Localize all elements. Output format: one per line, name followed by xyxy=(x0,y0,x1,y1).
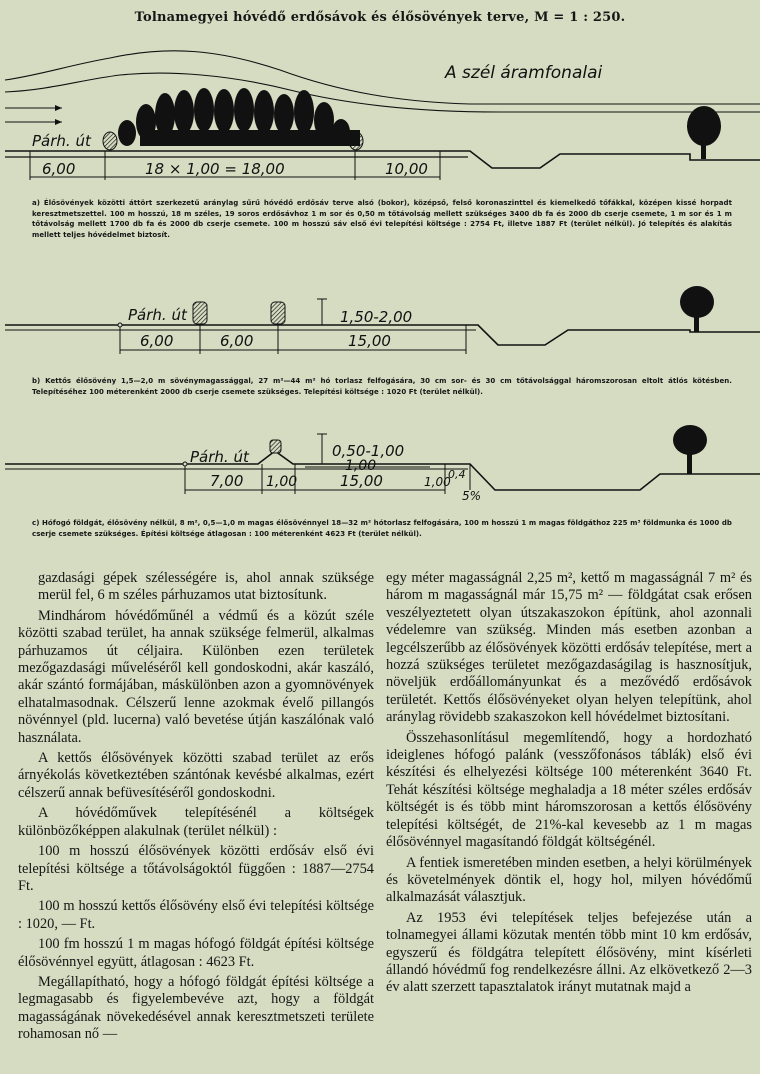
dim-c-ditch: 1,00 xyxy=(424,475,451,489)
wind-label: A szél áramfonalai xyxy=(445,63,603,83)
paragraph: 100 m hosszú élősövények közötti erdősáv első évi telepítési költsége a tőtávolságoktól függően : 1887—2754 Ft. xyxy=(18,843,374,894)
paragraph: Mindhárom hóvédőműnél a védmű és a közút széle közötti szabad terület, ha annak szüksége felmerül, alkalmas párhuzamos út céljaira. Különben ezen területek mezőgazdasági műveléséről kell gondoskodni, akár kaszáló, akár szántó formájában, máskülönben azon a gyomnövények elhatalmasodnak. Célszerű lenne azokmak évelő pillangós növénnyel (pld. lucerna) való bevetése útján kaszálónak való használata. xyxy=(18,607,374,746)
figure-b-diagram xyxy=(0,282,760,374)
paragraph: A fentiek ismeretében minden esetben, a helyi körülmények és követelmények döntik el, hogy hol, milyen hóvédőmű alkalmazását választjuk. xyxy=(386,854,752,906)
road-label-c: Párh. út xyxy=(190,448,249,466)
forest-belt xyxy=(103,88,721,159)
ditch-depth: 0,4 xyxy=(448,468,466,481)
height-c: 0,50-1,00 xyxy=(332,442,405,460)
hedge-b-2 xyxy=(271,302,285,324)
paragraph: A hóvédőművek telepítésénél a költségek különbözőképpen alakulnak (terület nélkül) : xyxy=(18,805,374,839)
paragraph: egy méter magasságnál 2,25 m², kettő m magasságnál 7 m² és három m magasságnál már 15,75 m² — földgátat csak erősen veszélyeztetett olyan útszakaszokon építünk, ahol azonnali védelemre van szükség. Minden más esetben azonban a legcélszerűbb az élősövények közötti erdősáv telepítése, mert a hozzá szükséges területet mezőgazdaságilag is hasznosítjuk, növeljük erdőállományunkat és a mezővédő erdősávok területét. Kettős élősövényeket olyan helyen telepítünk, ahol aránylag rövidebb szakaszokon kell hóvédelmet biztosítani. xyxy=(386,570,752,726)
ground-line-a xyxy=(5,151,760,168)
road-label-b: Párh. út xyxy=(128,306,187,324)
figure-b-caption: b) Kettős élősövény 1,5—2,0 m sövénymagassággal, 27 m²—44 m² hó torlasz felfogására, 30 cm sor- és 30 cm tőtávolsággal háromszorosan eltolt átlós kötésben. Telepítéséhez 100 méterenként 2000 db cserje csemete szükséges. Telepítési költsége : 1020 Ft (terület nélkül). xyxy=(32,377,732,396)
left-column xyxy=(18,570,374,1047)
paragraph: 100 m hosszú kettős élősövény első évi telepítési költsége : 1020, — Ft. xyxy=(18,898,374,932)
dim-a-2: 18 × 1,00 = 18,00 xyxy=(145,160,285,178)
slope-label: 5% xyxy=(462,489,482,503)
height-b: 1,50-2,00 xyxy=(340,308,413,326)
dim-a-3: 10,00 xyxy=(385,160,428,178)
road-label-a: Párh. út xyxy=(32,132,91,150)
paragraph: 100 fm hosszú 1 m magas hófogó földgát építési költsége élősövénnyel együtt, átlagosan : 4623 Ft. xyxy=(18,936,374,970)
dim-b-2: 6,00 xyxy=(220,332,254,350)
figure-a-caption: a) Élősövények közötti áttört szerkezetű aránylag sűrű hóvédő erdősáv terve alsó (bokor), középső, felső koronaszinttel és kiemelkedő tőfákkal, középen kissé horpadt keresztmetszettel. 100 m hosszú, 18 m széles, 19 soros erdősávhoz 1 m sor és 0,50 m tőtávolság mellett szükséges 3400 db fa és 2000 db cserje csemete, 1 m sor és 1 m tőtávolság mellett 1700 db fa és 2000 db cserje csemete. 100 m hosszú sáv első évi telepítési költsége : 2754 Ft, illetve 1887 Ft (terület nélkül). Jó telepítés és alakítás mellett teljes hóvédelmet biztosít. xyxy=(32,199,732,239)
paragraph: Megállapítható, hogy a hófogó földgát építési költsége a legmagasabb és figyelembevéve azt, hogy a földgát magasságának növekedésével annak keresztmetszeti területe rohamosan nő — xyxy=(18,973,374,1043)
figure-c-caption: c) Hófogó földgát, élősövény nélkül, 8 m², 0,5—1,0 m magas élősövénnyel 18—32 m² hótorlasz felfogására, 100 m hosszú 1 m magas földgáthoz 225 m³ földmunka és 1000 db cserje csemete szükséges. Építési költsége átlagosan : 100 méterenként 4623 Ft (terület nélkül). xyxy=(32,519,732,538)
dim-c-1: 7,00 xyxy=(210,472,244,490)
hedge-b-1 xyxy=(193,302,207,324)
right-column xyxy=(386,570,752,1000)
paragraph: gazdasági gépek szélességére is, ahol annak szüksége merül fel, 6 m széles párhuzamos utat biztosítunk. xyxy=(38,570,374,604)
dim-b-1: 6,00 xyxy=(140,332,174,350)
paragraph: Összehasonlításul megemlítendő, hogy a hordozható ideiglenes hófogó palánk (vesszőfonásos táblák) első évi készítési és elhelyezési költsége 100 méterenként 3640 Ft. Tehát készítési költsége meghaladja a 18 méter széles erdősáv költségét is és több mint háromszorosan a kettős élősövény telepítési költségét, de 21%-kal kevesebb az 1 m magas élősövénnyel magasítandó földgát költségénél. xyxy=(386,729,752,851)
dim-c-3: 15,00 xyxy=(340,472,383,490)
dim-b-3: 15,00 xyxy=(348,332,391,350)
hedge-c xyxy=(270,440,281,453)
figure-c-diagram xyxy=(0,420,760,508)
page-title: Tolnamegyei hóvédő erdősávok és élősövények terve, M = 1 : 250. xyxy=(134,10,626,25)
dim-c-2: 1,00 xyxy=(266,474,298,490)
wind-streamlines xyxy=(5,51,760,122)
dim-a-1: 6,00 xyxy=(42,160,76,178)
paragraph: A kettős élősövények közötti szabad terület az erős árnyékolás következtében szántónak kevésbé alkalmas, ezért célszerű annak befüvesítéséről gondoskodni. xyxy=(18,750,374,801)
dim-c-top: 1,00 xyxy=(345,458,377,474)
figure-a-diagram xyxy=(0,30,760,190)
paragraph: Az 1953 évi telepítések teljes befejezése után a tolnamegyei állami közutak mentén több mint 10 km erdősáv, egyszerű és földgátra telepített élősövény, mint kísérleti állandó hóvédmű fog rendelkezésre állni. Az elkövetkező 2—3 év alatt szerzett tapasztalatok irányt mutatnak majd a xyxy=(386,909,752,996)
